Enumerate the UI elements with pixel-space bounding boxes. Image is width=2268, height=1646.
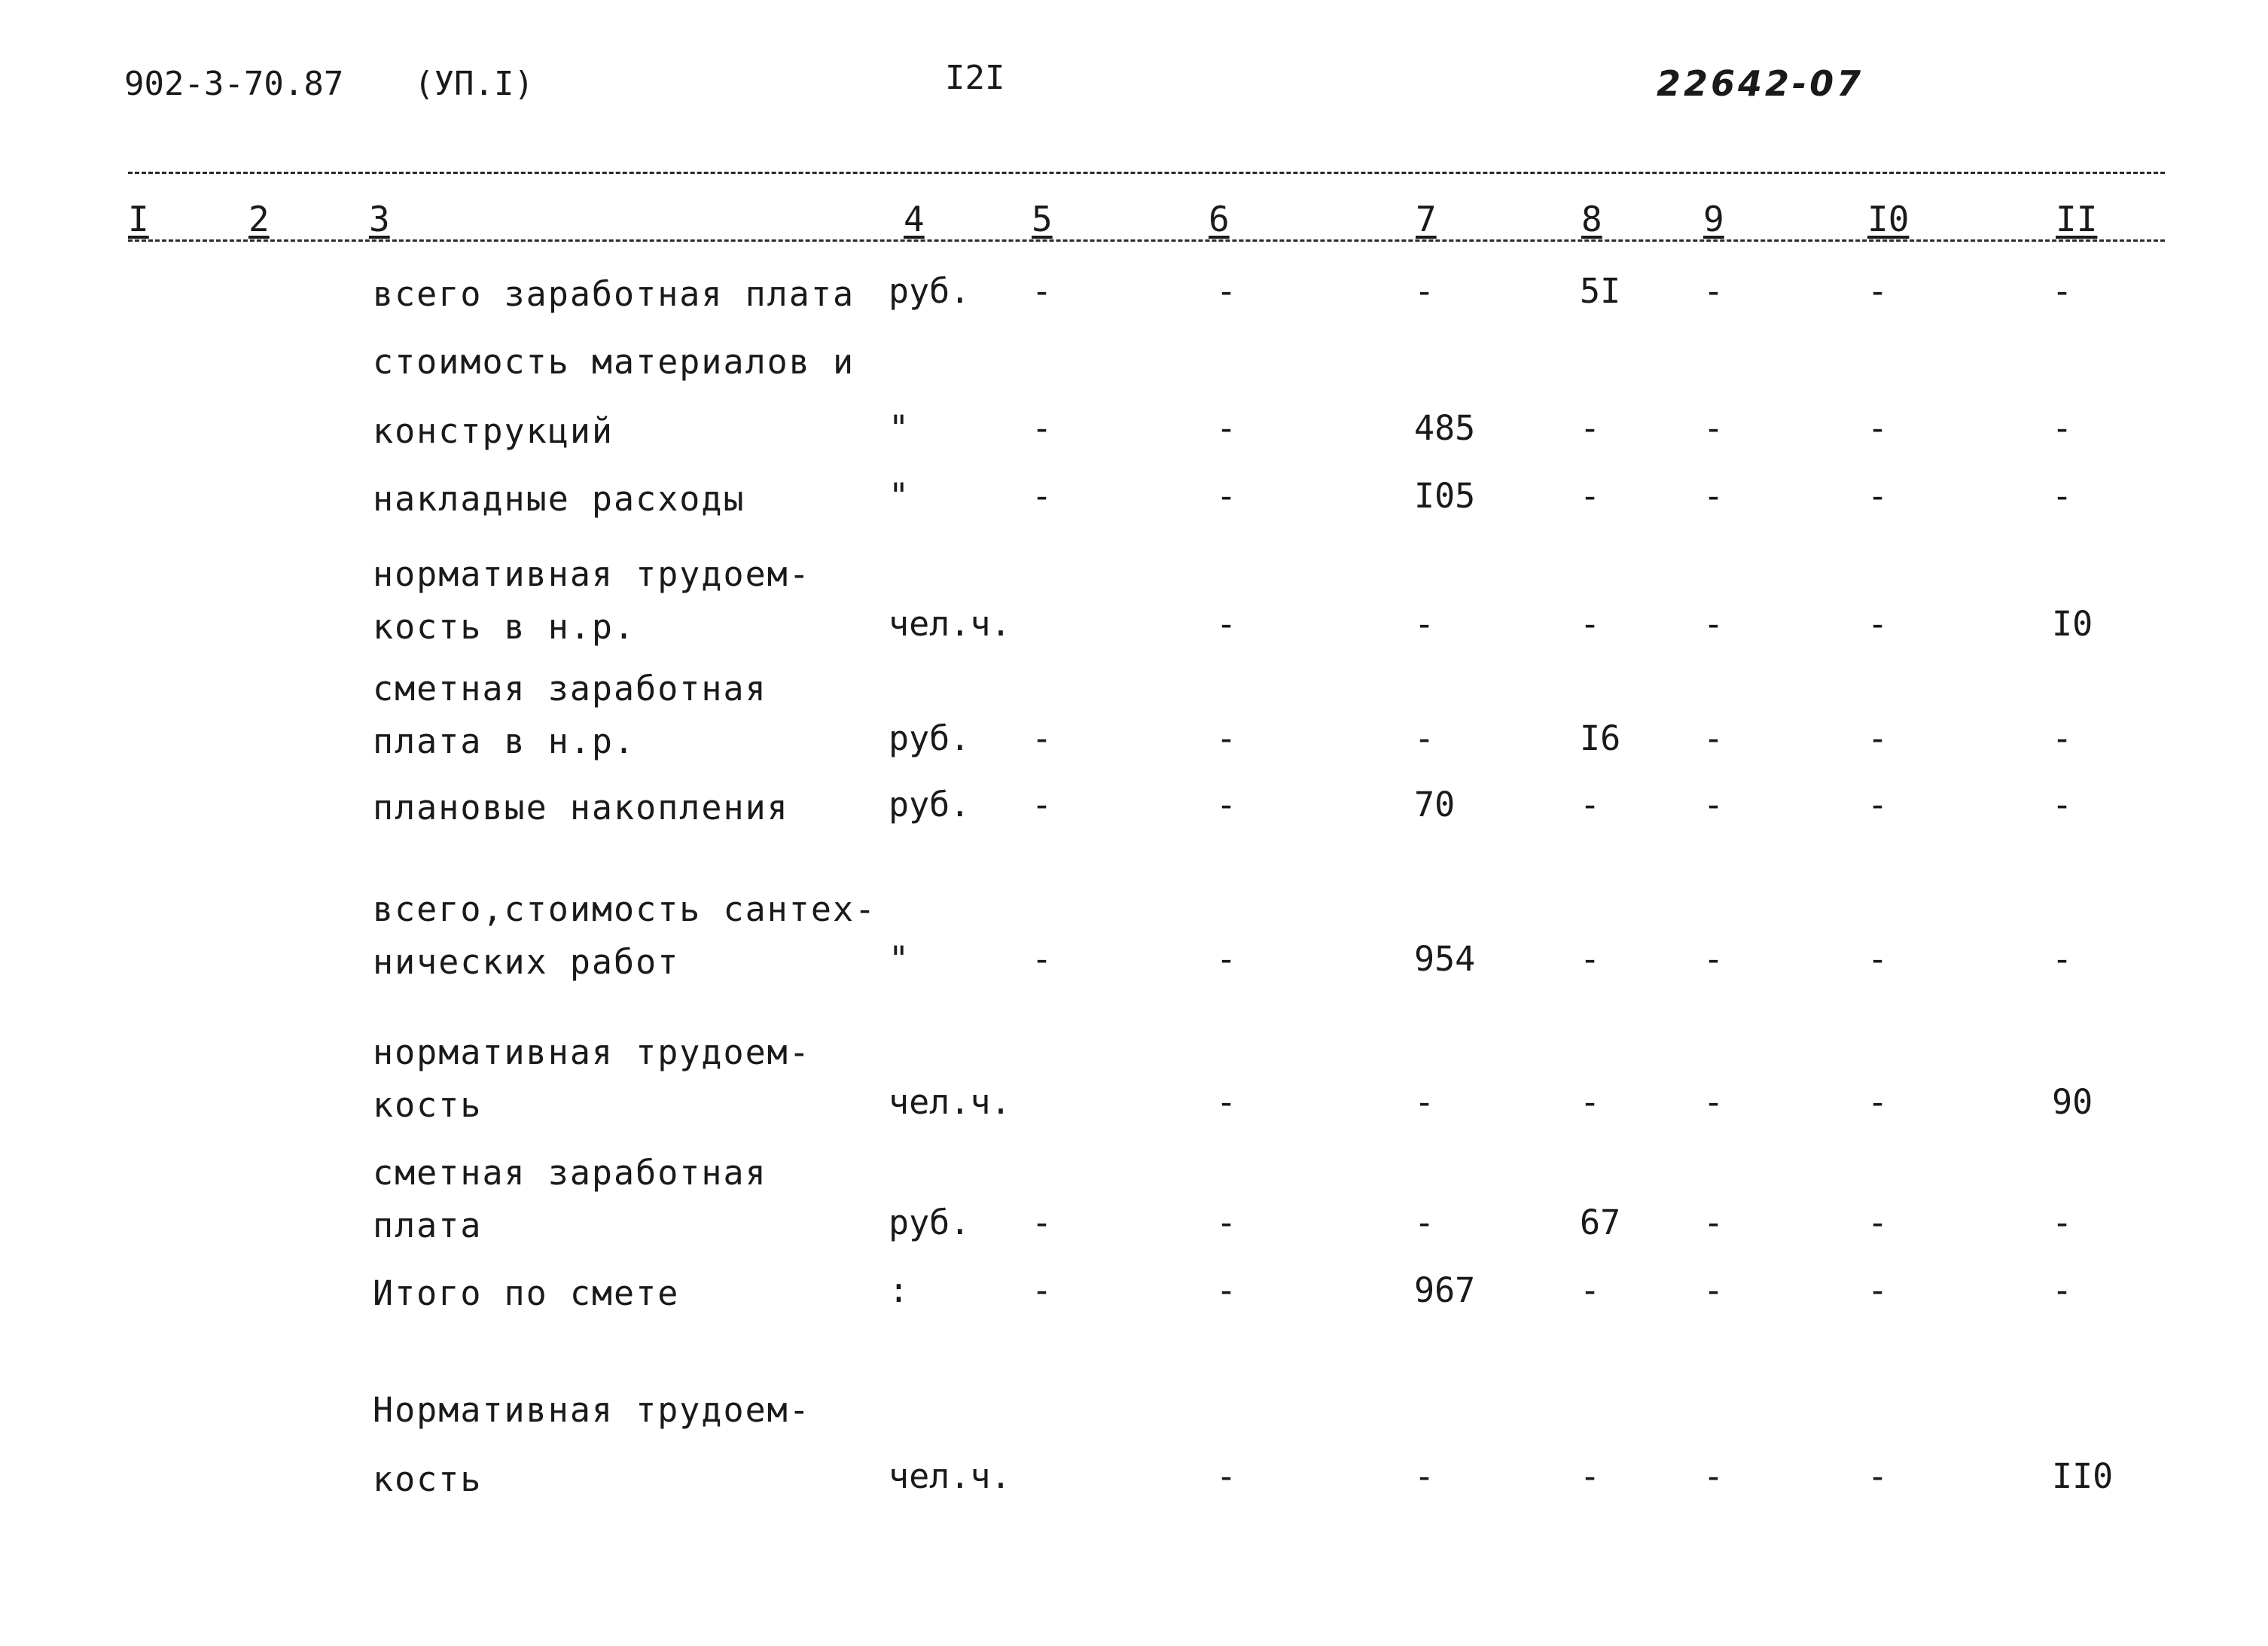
column-number: I0 xyxy=(1867,199,1910,239)
value-cell: - xyxy=(1867,408,1888,448)
value-cell: - xyxy=(1867,476,1888,516)
row-label: плановые накопления xyxy=(373,788,789,828)
column-number: 3 xyxy=(369,199,390,239)
row-label: сметная заработная xyxy=(373,1153,767,1193)
column-number: 9 xyxy=(1703,199,1724,239)
row-label: нормативная трудоем- xyxy=(373,554,811,594)
value-cell: - xyxy=(1703,604,1724,644)
value-cell: - xyxy=(1703,939,1724,979)
row-label: стоимость материалов и xyxy=(373,342,855,382)
value-cell: - xyxy=(1867,1270,1888,1310)
value-cell: - xyxy=(1703,1082,1724,1122)
column-number: 7 xyxy=(1416,199,1437,239)
column-number: I xyxy=(128,199,149,239)
value-cell: - xyxy=(1867,271,1888,311)
value-cell: I05 xyxy=(1414,476,1476,516)
unit-cell: " xyxy=(889,408,910,448)
value-cell: - xyxy=(1216,476,1237,516)
value-cell: 90 xyxy=(2052,1082,2093,1122)
value-cell: - xyxy=(1703,1202,1724,1242)
column-number: 5 xyxy=(1032,199,1053,239)
value-cell: - xyxy=(2052,408,2073,448)
value-cell: 967 xyxy=(1414,1270,1476,1310)
value-cell: - xyxy=(1216,1082,1237,1122)
value-cell: 67 xyxy=(1580,1202,1621,1242)
value-cell: - xyxy=(1032,476,1053,516)
unit-cell: руб. xyxy=(889,785,971,825)
value-cell: - xyxy=(1580,408,1601,448)
row-label: сметная заработная xyxy=(373,669,767,709)
value-cell: - xyxy=(1580,939,1601,979)
value-cell: - xyxy=(2052,939,2073,979)
value-cell: - xyxy=(1703,1270,1724,1310)
value-cell: 5I xyxy=(1580,271,1621,311)
header-dashed-rule xyxy=(128,239,2165,242)
value-cell: - xyxy=(2052,718,2073,758)
value-cell: 70 xyxy=(1414,785,1456,825)
value-cell: - xyxy=(1867,1456,1888,1496)
row-label: Нормативная трудоем- xyxy=(373,1390,811,1430)
value-cell: - xyxy=(1414,1082,1435,1122)
unit-cell: чел.ч. xyxy=(889,604,1011,644)
row-label: плата в н.р. xyxy=(373,721,636,761)
column-number: II xyxy=(2056,199,2098,239)
unit-cell: : xyxy=(889,1270,910,1310)
unit-cell: руб. xyxy=(889,1202,971,1242)
row-label: всего заработная плата xyxy=(373,274,855,314)
value-cell: - xyxy=(2052,271,2073,311)
value-cell: - xyxy=(1703,408,1724,448)
row-label: кость в н.р. xyxy=(373,607,636,647)
column-number: 4 xyxy=(904,199,925,239)
value-cell: - xyxy=(1032,718,1053,758)
value-cell: - xyxy=(1216,604,1237,644)
value-cell: - xyxy=(1216,271,1237,311)
value-cell: II0 xyxy=(2052,1456,2114,1496)
value-cell: - xyxy=(1414,271,1435,311)
value-cell: - xyxy=(1216,939,1237,979)
value-cell: - xyxy=(1414,1202,1435,1242)
value-cell: - xyxy=(1216,718,1237,758)
value-cell: - xyxy=(1032,785,1053,825)
value-cell: - xyxy=(1216,1456,1237,1496)
top-dashed-rule xyxy=(128,172,2165,174)
value-cell: - xyxy=(1703,271,1724,311)
unit-cell: руб. xyxy=(889,718,971,758)
value-cell: I6 xyxy=(1580,718,1621,758)
value-cell: I0 xyxy=(2052,604,2093,644)
row-label: кость xyxy=(373,1085,483,1125)
value-cell: - xyxy=(1032,271,1053,311)
value-cell: - xyxy=(2052,785,2073,825)
section-label: (УП.I) xyxy=(414,65,534,103)
value-cell: - xyxy=(1867,939,1888,979)
handwritten-number: 22642-07 xyxy=(1657,63,1864,104)
row-label: нормативная трудоем- xyxy=(373,1032,811,1072)
value-cell: - xyxy=(1216,408,1237,448)
unit-cell: чел.ч. xyxy=(889,1082,1011,1122)
value-cell: - xyxy=(1032,408,1053,448)
value-cell: - xyxy=(1703,1456,1724,1496)
value-cell: - xyxy=(1414,718,1435,758)
row-label: накладные расходы xyxy=(373,479,745,519)
value-cell: - xyxy=(1414,1456,1435,1496)
value-cell: - xyxy=(1580,785,1601,825)
value-cell: - xyxy=(1216,1270,1237,1310)
value-cell: - xyxy=(1867,1202,1888,1242)
row-label: плата xyxy=(373,1206,483,1245)
column-number: 6 xyxy=(1209,199,1230,239)
value-cell: - xyxy=(1580,1082,1601,1122)
value-cell: - xyxy=(1414,604,1435,644)
value-cell: - xyxy=(1580,604,1601,644)
value-cell: - xyxy=(1703,718,1724,758)
column-number: 8 xyxy=(1581,199,1602,239)
value-cell: - xyxy=(1032,1202,1053,1242)
value-cell: - xyxy=(1580,476,1601,516)
value-cell: 485 xyxy=(1414,408,1476,448)
value-cell: - xyxy=(1216,1202,1237,1242)
value-cell: 954 xyxy=(1414,939,1476,979)
value-cell: - xyxy=(2052,1202,2073,1242)
row-label: Итого по смете xyxy=(373,1273,680,1313)
value-cell: - xyxy=(1580,1270,1601,1310)
value-cell: - xyxy=(1867,1082,1888,1122)
value-cell: - xyxy=(1216,785,1237,825)
row-label: кость xyxy=(373,1459,483,1499)
value-cell: - xyxy=(2052,1270,2073,1310)
unit-cell: " xyxy=(889,476,910,516)
unit-cell: " xyxy=(889,939,910,979)
row-label: нических работ xyxy=(373,942,680,982)
value-cell: - xyxy=(1032,939,1053,979)
value-cell: - xyxy=(1867,785,1888,825)
page-number: I2I xyxy=(945,59,1005,97)
value-cell: - xyxy=(1032,1270,1053,1310)
value-cell: - xyxy=(1867,604,1888,644)
value-cell: - xyxy=(1580,1456,1601,1496)
value-cell: - xyxy=(1703,476,1724,516)
value-cell: - xyxy=(2052,476,2073,516)
unit-cell: руб. xyxy=(889,271,971,311)
document-code: 902-3-70.87 xyxy=(124,65,344,103)
row-label: конструкций xyxy=(373,411,614,451)
value-cell: - xyxy=(1867,718,1888,758)
row-label: всего,стоимость сантех- xyxy=(373,889,877,929)
unit-cell: чел.ч. xyxy=(889,1456,1011,1496)
column-number: 2 xyxy=(248,199,270,239)
value-cell: - xyxy=(1703,785,1724,825)
